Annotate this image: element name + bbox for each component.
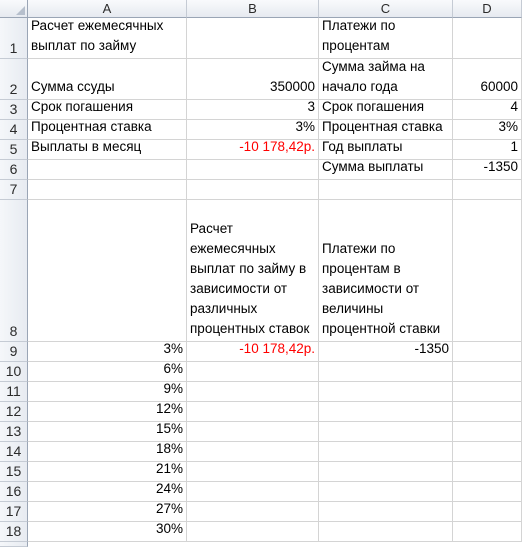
cell-c13[interactable] xyxy=(319,422,453,442)
cell-c5[interactable] xyxy=(319,140,453,160)
cell-d10[interactable] xyxy=(453,362,522,382)
row-header-15[interactable]: 15 xyxy=(0,462,28,482)
row-header-9[interactable]: 9 xyxy=(0,342,28,362)
cell-value: 3 xyxy=(307,100,315,114)
cell-value: 24% xyxy=(155,482,183,496)
row-header-7[interactable]: 7 xyxy=(0,180,28,200)
cell-value: Срок погашения xyxy=(322,100,425,114)
cell-value: 27% xyxy=(155,502,183,516)
cell-a3[interactable] xyxy=(28,100,187,120)
cell-c7[interactable] xyxy=(319,180,453,200)
cell-c8[interactable] xyxy=(319,200,453,342)
cell-b5[interactable] xyxy=(187,140,319,160)
cell-a2[interactable] xyxy=(28,59,187,100)
cell-c11[interactable] xyxy=(319,382,453,402)
cell-d7[interactable] xyxy=(453,180,522,200)
cell-b1[interactable] xyxy=(187,18,319,59)
row-header-10[interactable]: 10 xyxy=(0,362,28,382)
column-header-c[interactable]: C xyxy=(319,0,453,18)
cell-b11[interactable] xyxy=(187,382,319,402)
cell-b14[interactable] xyxy=(187,442,319,462)
row-header-2[interactable]: 2 xyxy=(0,59,28,100)
cell-value: 21% xyxy=(155,462,183,476)
cell-c9[interactable] xyxy=(319,342,453,362)
cell-value: Расчет ежемесячных выплат по займу xyxy=(31,18,164,53)
cell-b10[interactable] xyxy=(187,362,319,382)
cell-c10[interactable] xyxy=(319,362,453,382)
select-all-corner[interactable] xyxy=(0,0,28,18)
row-header-3[interactable]: 3 xyxy=(0,100,28,120)
cell-c15[interactable] xyxy=(319,462,453,482)
cell-value: 3% xyxy=(295,120,315,134)
cell-c4[interactable] xyxy=(319,120,453,140)
cell-c6[interactable] xyxy=(319,160,453,180)
cell-c14[interactable] xyxy=(319,442,453,462)
cell-value: Сумма ссуды xyxy=(31,79,115,94)
cell-value: 6% xyxy=(163,362,183,376)
cell-a9[interactable] xyxy=(28,342,187,362)
cell-b16[interactable] xyxy=(187,482,319,502)
row-header-14[interactable]: 14 xyxy=(0,442,28,462)
cell-a18[interactable] xyxy=(28,522,187,542)
cell-c2[interactable] xyxy=(319,59,453,100)
cell-b13[interactable] xyxy=(187,422,319,442)
cell-value: Платежи по процентам xyxy=(322,18,396,53)
cell-value: Платежи по процентам в зависимости от величины процентной ставки xyxy=(322,241,441,336)
row-header-12[interactable]: 12 xyxy=(0,402,28,422)
cell-value: -10 178,42р. xyxy=(239,342,315,356)
cell-a15[interactable] xyxy=(28,462,187,482)
row-header-6[interactable]: 6 xyxy=(0,160,28,180)
cell-d3[interactable] xyxy=(453,100,522,120)
cell-value: 9% xyxy=(163,382,183,396)
row-header-1[interactable]: 1 xyxy=(0,18,28,59)
cell-c12[interactable] xyxy=(319,402,453,422)
cell-d14[interactable] xyxy=(453,442,522,462)
cell-value: 15% xyxy=(155,422,183,436)
cell-a12[interactable] xyxy=(28,402,187,422)
cell-value: 60000 xyxy=(480,79,518,94)
cell-d5[interactable] xyxy=(453,140,522,160)
row-header-17[interactable]: 17 xyxy=(0,502,28,522)
cell-value: 3% xyxy=(163,342,183,356)
cell-a14[interactable] xyxy=(28,442,187,462)
cell-d9[interactable] xyxy=(453,342,522,362)
column-header-a[interactable]: A xyxy=(28,0,187,18)
cell-d8[interactable] xyxy=(453,200,522,342)
cell-d12[interactable] xyxy=(453,402,522,422)
row-header-8[interactable]: 8 xyxy=(0,200,28,342)
cell-b3[interactable] xyxy=(187,100,319,120)
cell-a16[interactable] xyxy=(28,482,187,502)
row-header-16[interactable]: 16 xyxy=(0,482,28,502)
cell-d15[interactable] xyxy=(453,462,522,482)
cell-value: 3% xyxy=(498,120,518,134)
row-header-13[interactable]: 13 xyxy=(0,422,28,442)
cell-value: Выплаты в месяц xyxy=(31,140,142,154)
cell-a6[interactable] xyxy=(28,160,187,180)
cell-value: -1350 xyxy=(414,342,449,356)
cell-a10[interactable] xyxy=(28,362,187,382)
cell-c16[interactable] xyxy=(319,482,453,502)
cell-d2[interactable] xyxy=(453,59,522,100)
row-header-18[interactable]: 18 xyxy=(0,522,28,542)
cell-a17[interactable] xyxy=(28,502,187,522)
cell-d1[interactable] xyxy=(453,18,522,59)
cell-c3[interactable] xyxy=(319,100,453,120)
row-header-partial xyxy=(0,542,28,547)
cell-value: Процентная ставка xyxy=(31,120,152,134)
cell-a1[interactable] xyxy=(28,18,187,59)
cell-b8[interactable] xyxy=(187,200,319,342)
cell-value: Срок погашения xyxy=(31,100,134,114)
cell-value: Процентная ставка xyxy=(322,120,443,134)
cell-value: -1350 xyxy=(483,160,518,174)
cell-b7[interactable] xyxy=(187,180,319,200)
cell-value: 350000 xyxy=(269,79,315,94)
cell-d4[interactable] xyxy=(453,120,522,140)
cell-b17[interactable] xyxy=(187,502,319,522)
cell-a13[interactable] xyxy=(28,422,187,442)
cell-value: 30% xyxy=(155,522,183,536)
cell-b12[interactable] xyxy=(187,402,319,422)
column-header-b[interactable]: B xyxy=(187,0,319,18)
select-all-triangle-icon xyxy=(16,6,25,15)
cell-value: Расчет ежемесячных выплат по займу в зависимости от различных процентных ставок xyxy=(190,221,310,336)
cell-d6[interactable] xyxy=(453,160,522,180)
cell-d16[interactable] xyxy=(453,482,522,502)
cell-a7[interactable] xyxy=(28,180,187,200)
row-header-4[interactable]: 4 xyxy=(0,120,28,140)
cell-b9[interactable] xyxy=(187,342,319,362)
cell-a8[interactable] xyxy=(28,200,187,342)
cell-a4[interactable] xyxy=(28,120,187,140)
cell-d18[interactable] xyxy=(453,522,522,542)
cell-a5[interactable] xyxy=(28,140,187,160)
cell-b2[interactable] xyxy=(187,59,319,100)
cell-a11[interactable] xyxy=(28,382,187,402)
cell-value: Сумма выплаты xyxy=(322,160,424,174)
cell-d17[interactable] xyxy=(453,502,522,522)
row-header-5[interactable]: 5 xyxy=(0,140,28,160)
cell-c17[interactable] xyxy=(319,502,453,522)
cell-c18[interactable] xyxy=(319,522,453,542)
cell-value: 12% xyxy=(155,402,183,416)
cell-value: 1 xyxy=(510,140,518,154)
column-header-d[interactable]: D xyxy=(453,0,522,18)
cell-b4[interactable] xyxy=(187,120,319,140)
cell-b15[interactable] xyxy=(187,462,319,482)
cell-d13[interactable] xyxy=(453,422,522,442)
cell-d11[interactable] xyxy=(453,382,522,402)
cell-value: 4 xyxy=(510,100,518,114)
cell-b18[interactable] xyxy=(187,522,319,542)
cell-b6[interactable] xyxy=(187,160,319,180)
cell-value: Год выплаты xyxy=(322,140,403,154)
row-header-11[interactable]: 11 xyxy=(0,382,28,402)
cell-value: Сумма займа на начало года xyxy=(322,59,425,94)
cell-value: -10 178,42р. xyxy=(239,140,315,154)
cell-value: 18% xyxy=(155,442,183,456)
cell-c1[interactable] xyxy=(319,18,453,59)
